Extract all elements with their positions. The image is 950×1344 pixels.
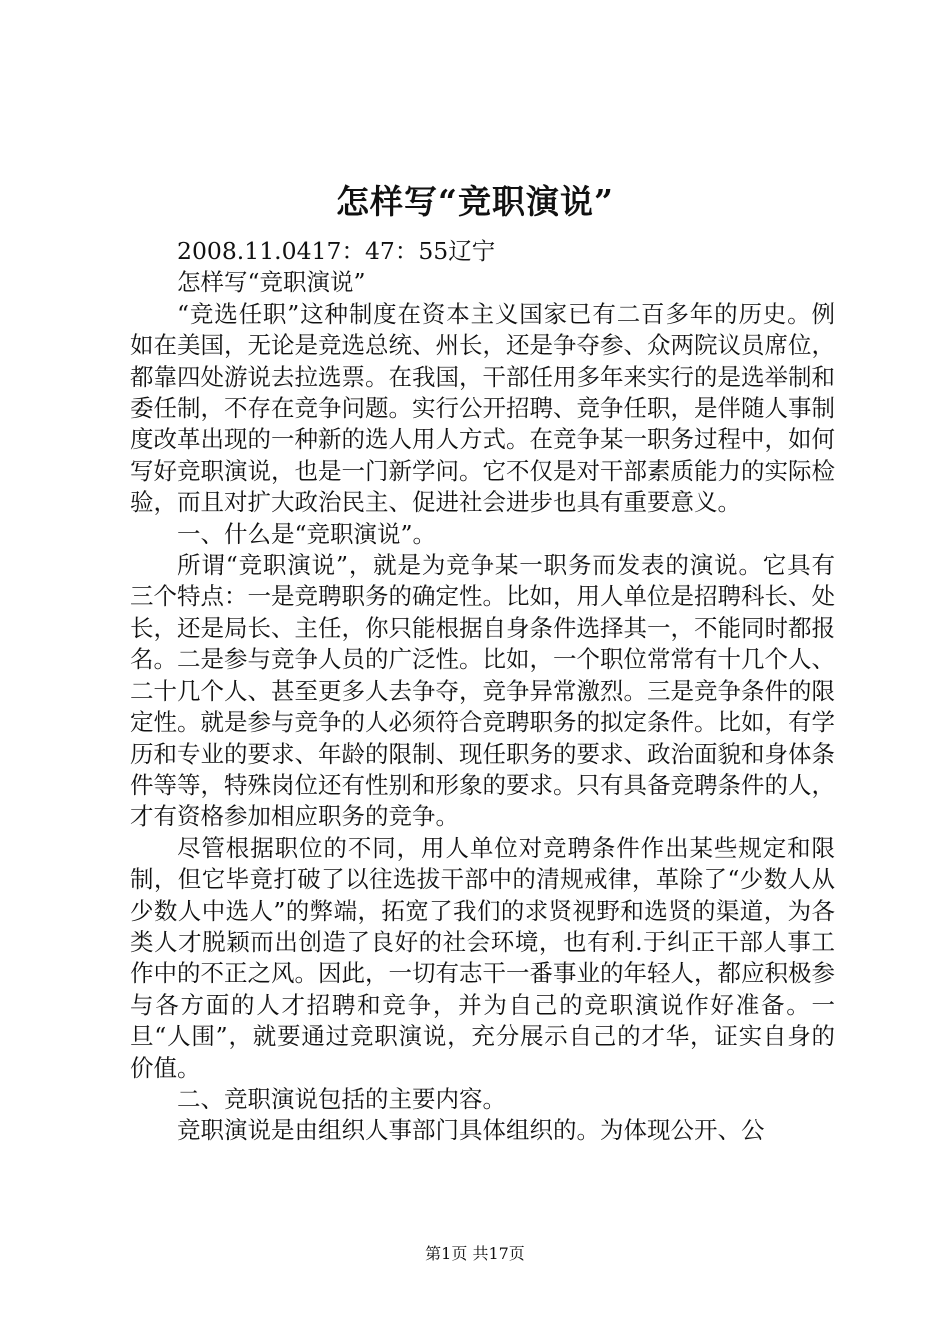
- paragraph-definition: 所谓“竞职演说”，就是为竞争某一职务而发表的演说。它具有三个特点：一是竞聘职务的确定性。比如，用人单位是招聘科长、处长，还是局长、主任，你只能根据自身条件选择其一，不能同时都报名。二是参与竞争人员的广泛性。比如，一个职位常常有十几个人、二十几个人、甚至更多人去争夺，竞争异常激烈。三是竞争条件的限定性。就是参与竞争的人必须符合竞聘职务的拟定条件。比如，有学历和专业的要求、年龄的限制、现任职务的要求、政治面貌和身体条件等等，特殊岗位还有性别和形象的要求。只有具备竞聘条件的人，才有资格参加相应职务的竞争。: [130, 551, 835, 831]
- paragraph-intro: “竞选任职”这种制度在资本主义国家已有二百多年的历史。例如在美国，无论是竞选总统、州长，还是争夺参、众两院议员席位，都靠四处游说去拉选票。在我国，干部任用多年来实行的是选举制和委任制，不存在竞争问题。实行公开招聘、竞争任职，是伴随人事制度改革出现的一种新的选人用人方式。在竞争某一职务过程中，如何写好竞职演说，也是一门新学问。它不仅是对干部素质能力的实际检验，而且对扩大政治民主、促进社会进步也具有重要意义。: [130, 299, 835, 517]
- paragraph-subtitle: 怎样写“竞职演说”: [177, 268, 366, 297]
- paragraph-content: 竞职演说是由组织人事部门具体组织的。为体现公开、公: [177, 1116, 765, 1145]
- document-title: 怎样写“竞职演说”: [336, 182, 614, 221]
- section-heading-2: 二、竞职演说包括的主要内容。: [177, 1084, 506, 1113]
- document-body: [130, 236, 835, 1147]
- paragraph-significance: 尽管根据职位的不同，用人单位对竞聘条件作出某些规定和限制，但它毕竟打破了以往选拔干部中的清规戒律，革除了“少数人从少数人中选人”的弊端，拓宽了我们的求贤视野和选贤的渠道，为各类人才脱颖而出创造了良好的社会环境，也有利.于纠正干部人事工作中的不正之风。因此，一切有志干一番事业的年轻人，都应积极参与各方面的人才招聘和竞争，并为自己的竞职演说作好准备。一旦“人围”，就要通过竞职演说，充分展示自己的才华，证实自身的价值。: [130, 833, 835, 1082]
- paragraph-datetime: 2008.11.0417：47：55辽宁: [177, 237, 496, 265]
- page-footer: 第1页 共17页: [425, 1244, 525, 1263]
- section-heading-1: 一、什么是“竞职演说”。: [177, 519, 437, 548]
